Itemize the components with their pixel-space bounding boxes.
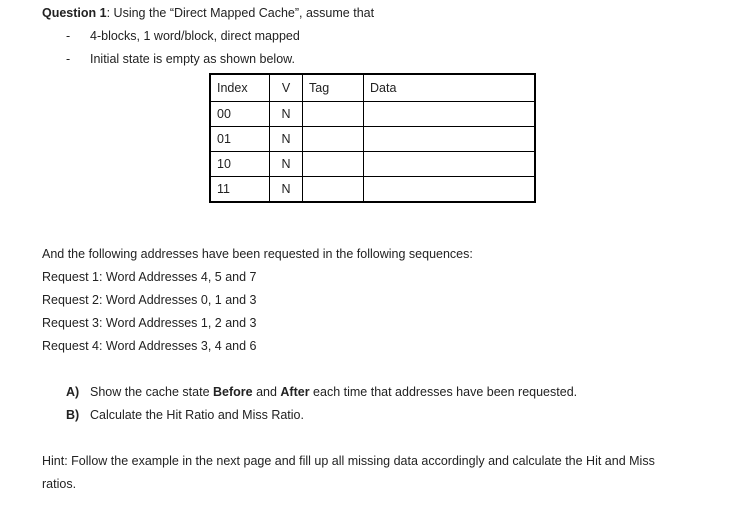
cell-tag [303, 127, 364, 152]
table-row [210, 127, 535, 152]
task-a-bold-after: After [280, 385, 310, 399]
cell-valid: N [270, 102, 303, 127]
request-line-4: Request 4: Word Addresses 3, 4 and 6 [42, 339, 257, 353]
sequence-intro: And the following addresses have been requested in the following sequences: [42, 247, 473, 261]
cell-tag [303, 177, 364, 203]
bullet-item-1: 4-blocks, 1 word/block, direct mapped [90, 29, 300, 43]
cell-index: 01 [210, 127, 270, 152]
cell-index: 10 [210, 152, 270, 177]
cell-tag [303, 102, 364, 127]
request-line-1: Request 1: Word Addresses 4, 5 and 7 [42, 270, 257, 284]
task-a-text: Show the cache state Before and After each time that addresses have been requested. [90, 385, 578, 399]
cell-index: 00 [210, 102, 270, 127]
bullet-item-2: Initial state is empty as shown below. [90, 52, 295, 66]
bullet-marker-1: - [66, 29, 71, 43]
cell-tag [303, 152, 364, 177]
cell-valid: N [270, 152, 303, 177]
header-valid: V [270, 74, 303, 102]
cell-data [364, 127, 536, 152]
cell-valid: N [270, 127, 303, 152]
question-label: Question 1 [42, 6, 107, 20]
request-line-3: Request 3: Word Addresses 1, 2 and 3 [42, 316, 257, 330]
request-line-2: Request 2: Word Addresses 0, 1 and 3 [42, 293, 257, 307]
header-data: Data [364, 74, 536, 102]
header-index: Index [210, 74, 270, 102]
task-a-marker: A) [66, 385, 80, 399]
question-heading [42, 6, 374, 20]
header-tag: Tag [303, 74, 364, 102]
task-b-text: Calculate the Hit Ratio and Miss Ratio. [90, 408, 304, 422]
cell-valid: N [270, 177, 303, 203]
task-a-bold-before: Before [213, 385, 253, 399]
table-row [210, 102, 535, 127]
cell-data [364, 177, 536, 203]
cell-data [364, 102, 536, 127]
hint-line-2: ratios. [42, 477, 77, 491]
cache-table-header [210, 74, 535, 102]
table-row [210, 177, 535, 203]
question-intro: : Using the “Direct Mapped Cache”, assume that [106, 6, 375, 20]
cell-data [364, 152, 536, 177]
hint-line-1: Hint: Follow the example in the next page and fill up all missing data accordingly and calculate the Hit and Miss [42, 454, 655, 468]
cache-table [209, 73, 536, 203]
cell-index: 11 [210, 177, 270, 203]
task-b-marker: B) [66, 408, 80, 422]
bullet-marker-2: - [66, 52, 71, 66]
table-row [210, 152, 535, 177]
